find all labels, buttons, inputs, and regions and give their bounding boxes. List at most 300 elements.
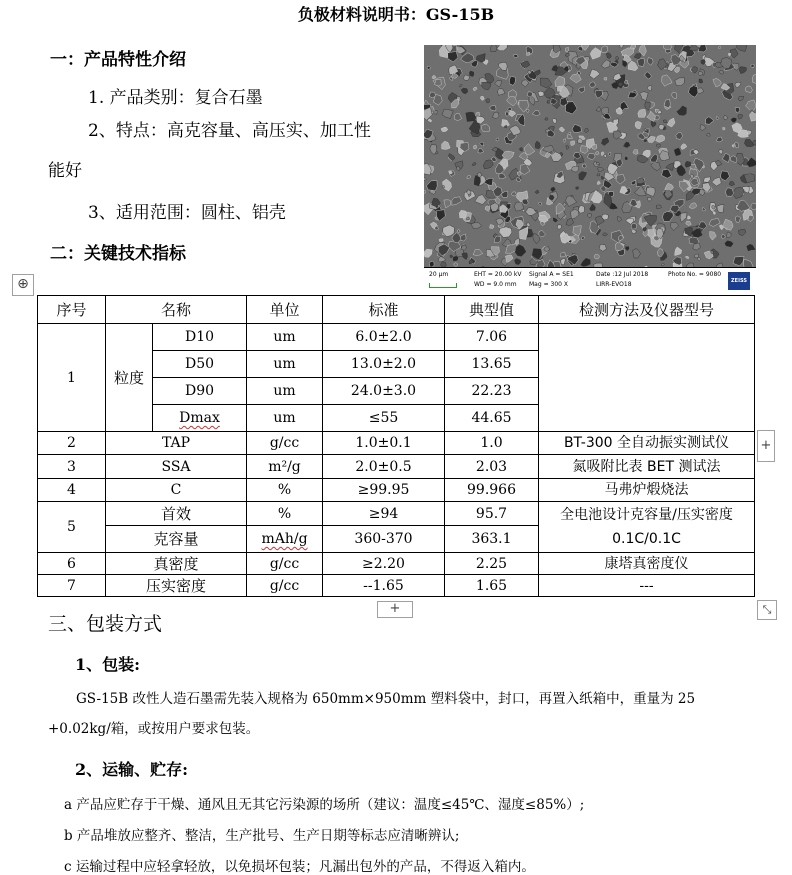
sem-particle <box>626 247 629 251</box>
sem-particle <box>553 45 561 53</box>
sem-particle <box>745 86 752 93</box>
sem-particle <box>604 195 612 208</box>
sem-particle <box>490 225 495 229</box>
sem-wd: WD = 9.0 mm <box>474 281 517 288</box>
sem-particle <box>647 58 653 66</box>
sem-particle <box>651 162 661 171</box>
cell-method-empty <box>539 324 755 432</box>
sem-particle <box>723 127 725 130</box>
sem-particle <box>688 216 691 220</box>
sem-particle <box>509 76 515 85</box>
sem-particle <box>461 88 468 94</box>
sem-particle <box>573 226 581 237</box>
section3-heading: 三、包装方式 <box>48 613 163 635</box>
sem-particle <box>452 197 462 206</box>
sem-particle <box>480 142 484 146</box>
sem-particle <box>582 164 586 168</box>
sem-particle <box>645 72 652 79</box>
sem-particle <box>515 245 526 256</box>
sem-particle <box>424 190 426 193</box>
sem-particle <box>724 115 728 119</box>
sem-particle <box>656 205 661 209</box>
cell-name: 压实密度 <box>106 575 247 597</box>
add-row-button[interactable]: + <box>377 601 413 618</box>
packaging-text-line1: GS-15B 改性人造石墨需先装入规格为 650mm×950mm 塑料袋中，封口，再置入纸箱中，重量为 25 <box>76 691 696 707</box>
sem-particle <box>716 117 719 120</box>
sem-particle <box>534 70 541 76</box>
sem-particle <box>625 157 627 160</box>
sem-particle <box>560 252 566 257</box>
sem-particle <box>718 46 721 49</box>
sem-particle <box>568 133 571 135</box>
sem-particle <box>457 230 460 233</box>
sem-particle <box>751 64 755 67</box>
sem-particle <box>579 87 585 93</box>
sem-particle <box>453 256 458 261</box>
method-line-1: 全电池设计克容量/压实密度 <box>560 507 733 523</box>
sem-particle <box>670 222 679 230</box>
sem-particle <box>621 48 634 57</box>
sem-particle <box>612 83 619 89</box>
sem-particle <box>438 257 446 262</box>
dmax-label: Dmax <box>179 410 220 426</box>
sem-particle <box>539 230 546 237</box>
cell-standard: 2.0±0.5 <box>323 455 445 479</box>
sem-photo-no: Photo No. = 9080 <box>668 271 722 278</box>
sem-particle <box>427 181 438 191</box>
sem-particle <box>749 112 756 121</box>
storage-item: b 产品堆放应整齐、整洁，生产批号、生产日期等标志应清晰辨认; <box>64 828 460 844</box>
sem-particle <box>633 150 638 155</box>
sem-particle <box>587 154 595 160</box>
sem-particle <box>735 82 741 88</box>
storage-item: a 产品应贮存于干燥、通风且无其它污染源的场所（建议：温度≤45℃、湿度≤85%）; <box>64 797 585 813</box>
sem-particle <box>592 145 597 150</box>
sem-particle <box>727 232 732 238</box>
sem-particle <box>563 139 566 143</box>
sem-particle <box>434 110 438 114</box>
sem-particle <box>606 53 611 59</box>
sem-particle <box>527 52 531 55</box>
sem-particle <box>725 241 733 247</box>
sem-particle <box>677 165 686 176</box>
sem-particle <box>638 58 645 66</box>
header-name: 名称 <box>106 296 247 324</box>
sem-particle <box>492 147 498 152</box>
cell-standard: 6.0±2.0 <box>323 324 445 351</box>
sem-particle <box>502 151 514 160</box>
sem-particle <box>736 45 746 52</box>
sem-particle <box>747 244 755 251</box>
sem-particle <box>712 205 715 209</box>
spec-table <box>37 295 755 597</box>
sem-particle <box>535 141 540 149</box>
sem-particle <box>634 54 641 59</box>
sem-particle <box>738 115 743 120</box>
sem-particle <box>497 88 505 95</box>
sem-particle <box>590 69 601 79</box>
cell-unit: g/cc <box>247 575 323 597</box>
sem-particle <box>690 174 694 179</box>
sem-particle <box>427 66 431 69</box>
sem-particle <box>538 202 541 205</box>
sem-particle <box>738 229 746 236</box>
sem-particle <box>555 76 565 86</box>
sem-particle <box>604 77 607 80</box>
cell-method: 康塔真密度仪 <box>539 553 755 575</box>
cell-typical: 1.0 <box>445 432 539 455</box>
cell-unit: um <box>247 405 323 432</box>
sem-particle <box>685 161 691 167</box>
sem-particle <box>710 232 717 241</box>
cell-standard: 13.0±2.0 <box>323 351 445 378</box>
sem-particle <box>663 120 667 123</box>
sem-particle <box>699 79 703 83</box>
sem-particle <box>729 182 735 186</box>
sem-particle <box>694 254 698 258</box>
storage-item: c 运输过程中应轻拿轻放，以免损坏包装；凡漏出包外的产品，不得返入箱内。 <box>64 859 535 875</box>
sem-particle <box>657 144 661 147</box>
cell-standard: 24.0±3.0 <box>323 378 445 405</box>
cell-unit <box>247 526 323 553</box>
cell-typical: 95.7 <box>445 502 539 526</box>
sem-particle <box>553 218 557 222</box>
sem-particle <box>467 217 470 220</box>
sem-particle <box>428 119 431 122</box>
cell-name: 真密度 <box>106 553 247 575</box>
sem-particle <box>663 45 672 50</box>
sem-particle <box>473 145 476 149</box>
sem-particle <box>476 116 485 124</box>
cell-sub: D10 <box>153 324 247 351</box>
sem-particle <box>485 206 490 212</box>
sem-particle <box>486 99 490 104</box>
sem-particle <box>744 139 753 146</box>
sem-particle <box>700 189 705 195</box>
sem-particle <box>497 45 508 51</box>
sem-particle <box>508 107 512 110</box>
sem-particle <box>662 75 672 87</box>
sem-particle <box>454 114 462 121</box>
cell-typical: 363.1 <box>445 526 539 553</box>
sem-particle <box>725 188 733 197</box>
sem-particle <box>736 216 741 223</box>
cell-standard: ≥94 <box>323 502 445 526</box>
table-resize-icon[interactable]: ⤡ <box>757 600 777 620</box>
sem-particle <box>598 167 605 171</box>
sem-particle <box>735 108 740 114</box>
sem-particle <box>719 149 723 154</box>
sem-particle <box>626 218 634 224</box>
table-move-handle-icon[interactable]: ⊕ <box>12 274 34 296</box>
sem-particle <box>522 209 525 211</box>
sem-particle <box>602 233 607 236</box>
cell-no: 6 <box>38 553 106 575</box>
sem-particle <box>731 118 736 122</box>
sem-particle <box>589 82 595 88</box>
sem-particle <box>689 203 697 209</box>
sem-particle <box>545 118 548 121</box>
sem-particle <box>519 153 527 161</box>
product-features-cont: 能好 <box>48 161 82 181</box>
sem-particle <box>717 205 724 213</box>
cell-no: 3 <box>38 455 106 479</box>
sem-particle <box>582 237 585 240</box>
sem-particle <box>496 138 499 141</box>
sem-eht: EHT = 20.00 kV <box>474 271 522 278</box>
sem-particle <box>490 106 496 112</box>
sem-particle <box>730 156 737 163</box>
cell-typical: 7.06 <box>445 324 539 351</box>
scale-bar <box>429 283 457 288</box>
sem-particle <box>499 227 512 238</box>
sem-particle <box>689 86 698 98</box>
sem-particle <box>460 84 463 87</box>
sem-particle <box>619 45 623 48</box>
sem-particle <box>443 179 452 191</box>
sem-particle <box>538 91 544 96</box>
cell-sub <box>153 405 247 432</box>
cell-name: TAP <box>106 432 247 455</box>
application-range: 3、适用范围：圆柱、铝壳 <box>88 203 286 223</box>
sem-particle <box>647 111 656 121</box>
table-row <box>38 324 755 351</box>
cell-name: 粒度 <box>106 324 153 432</box>
sem-particle <box>601 107 609 114</box>
cell-method: 氮吸附比表 BET 测试法 <box>539 455 755 479</box>
sem-particle <box>656 135 665 143</box>
sem-particle <box>700 125 706 131</box>
sem-particle <box>442 141 451 149</box>
sem-particle <box>581 146 589 154</box>
sem-particle <box>625 142 630 147</box>
sem-particle <box>526 109 529 112</box>
sem-particle <box>648 198 652 202</box>
packaging-heading: 1、包装: <box>75 655 141 674</box>
sem-particle <box>472 163 476 166</box>
mah-unit: mAh/g <box>261 531 308 547</box>
header-standard: 标准 <box>323 296 445 324</box>
sem-particle <box>645 102 651 111</box>
cell-name: SSA <box>106 455 247 479</box>
sem-particle <box>720 225 724 230</box>
sem-particle <box>733 257 744 266</box>
storage-heading: 2、运输、贮存: <box>75 760 189 779</box>
sem-particle <box>482 124 490 132</box>
header-method: 检测方法及仪器型号 <box>539 296 755 324</box>
cell-sub: D90 <box>153 378 247 405</box>
table-row <box>38 455 755 479</box>
sem-particle <box>713 78 722 87</box>
sem-particle <box>676 132 683 139</box>
cell-standard: ≥99.95 <box>323 479 445 502</box>
sem-particle <box>672 93 677 100</box>
sem-particle <box>631 180 636 185</box>
sem-particle <box>690 165 696 170</box>
sem-particle <box>706 134 710 137</box>
sem-particle <box>713 211 715 214</box>
sem-particle <box>581 258 591 266</box>
header-typical: 典型值 <box>445 296 539 324</box>
sem-signal: Signal A = SE1 <box>529 271 574 278</box>
sem-particle <box>484 178 493 185</box>
sem-particle <box>628 61 638 71</box>
sem-particle <box>721 57 732 68</box>
sem-particle <box>535 190 539 194</box>
sem-particle <box>596 106 601 111</box>
cell-typical: 44.65 <box>445 405 539 432</box>
table-header-row <box>38 296 755 324</box>
sem-particle <box>691 66 697 73</box>
sem-particle <box>732 145 735 148</box>
cell-name: C <box>106 479 247 502</box>
sem-particle <box>585 128 589 133</box>
sem-particle <box>698 258 701 261</box>
cell-standard: 360-370 <box>323 526 445 553</box>
sem-particle <box>620 101 628 110</box>
sem-particle <box>667 118 675 127</box>
sem-particle <box>616 175 625 185</box>
sem-particle <box>471 60 478 67</box>
sem-particle <box>703 177 710 183</box>
cell-unit: um <box>247 324 323 351</box>
sem-particle <box>565 53 569 56</box>
method-line-2: 0.1C/0.1C <box>612 531 681 547</box>
zeiss-logo: ZEISS <box>728 272 750 290</box>
sem-particle <box>571 195 574 197</box>
sem-particle <box>567 135 573 139</box>
sem-particle <box>635 121 642 129</box>
sem-particle <box>459 210 466 218</box>
sem-particle <box>597 174 600 176</box>
sem-particle <box>719 70 724 74</box>
sem-particle <box>701 60 706 65</box>
cell-unit: g/cc <box>247 553 323 575</box>
sem-particle <box>644 140 647 142</box>
table-row <box>38 575 755 597</box>
sem-info-bar <box>424 267 756 295</box>
sem-particle <box>675 78 685 86</box>
sem-particle <box>739 67 746 74</box>
sem-particle <box>587 213 591 217</box>
sem-particle <box>506 97 517 107</box>
sem-particle <box>566 145 569 149</box>
sem-particle <box>552 118 556 124</box>
sem-particle <box>590 48 601 60</box>
cell-standard: ≥2.20 <box>323 553 445 575</box>
sem-particle <box>752 74 756 83</box>
sem-particle <box>599 244 606 251</box>
sem-particle <box>521 61 530 67</box>
sem-particle <box>698 71 703 75</box>
sem-instrument: LIRR-EVO18 <box>596 281 632 288</box>
sem-particle <box>709 218 720 226</box>
sem-particle <box>738 96 744 101</box>
cell-typical: 2.25 <box>445 553 539 575</box>
sem-particle <box>706 117 715 125</box>
cell-unit: um <box>247 378 323 405</box>
sem-particle <box>492 112 499 119</box>
sem-particle <box>441 127 448 132</box>
sem-particle <box>483 160 493 169</box>
sem-particle <box>547 100 551 103</box>
sem-particle <box>448 51 458 62</box>
sem-particle <box>686 256 689 258</box>
sem-particle <box>565 48 569 53</box>
sem-particle <box>617 216 621 221</box>
cell-unit: % <box>247 502 323 526</box>
sem-particle <box>650 154 657 162</box>
sem-particle <box>492 157 497 162</box>
sem-particle <box>663 212 674 222</box>
cell-no: 1 <box>38 324 106 432</box>
sem-particle <box>454 263 458 267</box>
sem-particle <box>450 255 453 258</box>
sem-particle <box>597 181 600 185</box>
sem-particle <box>651 121 656 127</box>
sem-particle <box>566 218 574 225</box>
add-column-button[interactable]: + <box>757 430 775 462</box>
sem-particle <box>601 176 604 179</box>
sem-particle <box>674 148 681 156</box>
sem-particle <box>424 178 427 181</box>
sem-particle <box>561 258 566 264</box>
cell-typical: 22.23 <box>445 378 539 405</box>
sem-particle <box>601 138 609 146</box>
table-row <box>38 502 755 526</box>
cell-name: 克容量 <box>106 526 247 553</box>
sem-particle <box>559 127 564 132</box>
sem-particle <box>675 67 680 73</box>
sem-particle <box>601 152 604 156</box>
table-row <box>38 553 755 575</box>
sem-particle <box>616 56 619 60</box>
cell-standard: ≤55 <box>323 405 445 432</box>
sem-particle <box>480 96 484 100</box>
sem-particle <box>680 213 687 222</box>
cell-typical: 1.65 <box>445 575 539 597</box>
sem-particle <box>633 249 641 259</box>
sem-particle <box>733 187 744 199</box>
cell-method <box>539 502 755 553</box>
sem-particle <box>563 203 566 207</box>
sem-particle <box>424 163 431 175</box>
sem-particle <box>594 254 599 259</box>
sem-particle <box>661 263 664 265</box>
sem-particle <box>442 109 453 118</box>
sem-particle <box>532 111 540 116</box>
sem-particle <box>751 203 756 210</box>
sem-particle <box>519 148 522 152</box>
document-title: 负极材料说明书：GS-15B <box>297 5 495 24</box>
sem-particle <box>522 199 528 205</box>
sem-particle <box>473 87 477 91</box>
sem-scale-label: 20 μm <box>429 271 449 278</box>
sem-particle <box>631 223 637 229</box>
cell-no: 2 <box>38 432 106 455</box>
cell-method: --- <box>539 575 755 597</box>
sem-particle <box>571 209 579 219</box>
sem-particle <box>609 153 611 156</box>
sem-particle <box>677 106 687 115</box>
sem-particle <box>475 195 487 205</box>
cell-typical: 13.65 <box>445 351 539 378</box>
sem-particle <box>702 208 706 211</box>
sem-particle <box>511 192 516 196</box>
sem-particle <box>723 219 733 230</box>
sem-particle <box>601 60 610 69</box>
cell-no: 4 <box>38 479 106 502</box>
